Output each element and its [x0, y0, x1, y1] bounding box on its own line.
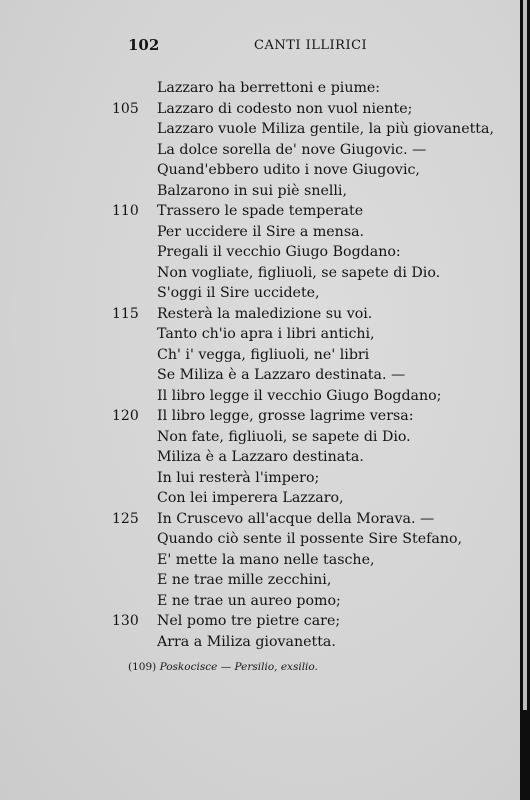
line-text: Per uccidere il Sire a mensa.: [157, 223, 365, 240]
verse-line: [0, 529, 520, 550]
line-text: Pregali il vecchio Giugo Bogdano:: [157, 244, 401, 260]
verse-line: [0, 611, 520, 632]
verse-line: [0, 509, 520, 530]
verse-line: [0, 263, 520, 284]
line-text: Lazzaro vuole Miliza gentile, la più giovanetta,: [157, 121, 494, 137]
line-number: 130: [112, 613, 139, 629]
line-text: Quando ciò sente il possente Sire Stefano,: [157, 531, 463, 547]
footnote: [128, 661, 318, 673]
verse-line: [0, 345, 520, 366]
verse-line: [0, 447, 520, 468]
page-number: 102: [128, 36, 160, 54]
line-number: 120: [112, 408, 139, 424]
verse-line: [0, 304, 520, 325]
line-text: Miliza è a Lazzaro destinata.: [157, 449, 364, 465]
running-head: CANTI ILLIRICI: [254, 38, 368, 53]
verse-line: [0, 78, 520, 99]
line-text: Nel pomo tre pietre care;: [157, 613, 341, 629]
footnote-definition: Persilio, exsilio.: [234, 661, 318, 673]
line-text: Trassero le spade temperate: [157, 203, 364, 219]
verse-line: [0, 632, 520, 653]
line-text: S'oggi il Sire uccidete,: [157, 285, 320, 301]
page-edge-shadow: [520, 0, 530, 800]
page-header: [0, 36, 520, 58]
verse-line: [0, 242, 520, 263]
verse-line: [0, 427, 520, 448]
line-text: Lazzaro di codesto non vuol niente;: [157, 100, 413, 117]
verse-line: [0, 468, 520, 489]
verse-line: [0, 324, 520, 345]
verse-line: [0, 283, 520, 304]
line-text: La dolce sorella de' nove Giugovic. —: [157, 141, 427, 158]
line-text: E ne trae un aureo pomo;: [157, 592, 341, 609]
line-text: Non vogliate, figliuoli, se sapete di Dio.: [157, 264, 441, 281]
line-number: 125: [112, 510, 139, 527]
footnote-dash: —: [220, 661, 232, 673]
verse-block: [0, 78, 520, 652]
line-text: Il libro legge il vecchio Giugo Bogdano;: [157, 387, 442, 404]
verse-line: [0, 119, 520, 140]
verse-line: [0, 488, 520, 509]
footnote-ref: (109): [128, 661, 157, 673]
line-text: Non fate, figliuoli, se sapete di Dio.: [157, 428, 411, 445]
verse-line: [0, 181, 520, 202]
line-text: Lazzaro ha berrettoni e piume:: [157, 80, 381, 96]
line-text: In lui resterà l'impero;: [157, 469, 320, 486]
line-number: 110: [112, 203, 139, 219]
line-text: Arra a Miliza giovanetta.: [157, 633, 336, 650]
line-number: 105: [112, 100, 139, 117]
verse-line: [0, 99, 520, 120]
line-text: In Cruscevo all'acque della Morava. —: [157, 510, 435, 527]
verse-line: [0, 570, 520, 591]
line-text: Con lei imperera Lazzaro,: [157, 490, 344, 506]
line-text: Se Miliza è a Lazzaro destinata. —: [157, 367, 406, 383]
verse-line: [0, 222, 520, 243]
verse-line: [0, 365, 520, 386]
verse-line: [0, 550, 520, 571]
line-number: 115: [112, 305, 139, 322]
verse-line: [0, 386, 520, 407]
line-text: Tanto ch'io apra i libri antichi,: [157, 326, 375, 342]
page-edge-strip: [523, 0, 527, 710]
line-text: Il libro legge, grosse lagrime versa:: [157, 408, 414, 424]
footnote-term: Poskocisce: [159, 661, 218, 673]
verse-line: [0, 406, 520, 427]
line-text: E ne trae mille zecchini,: [157, 572, 332, 588]
line-text: Quand'ebbero udito i nove Giugovic,: [157, 162, 420, 178]
line-text: Resterà la maledizione su voi.: [157, 305, 373, 322]
verse-line: [0, 591, 520, 612]
verse-line: [0, 160, 520, 181]
verse-line: [0, 140, 520, 161]
line-text: Ch' i' vegga, figliuoli, ne' libri: [157, 346, 370, 363]
line-text: Balzarono in sui piè snelli,: [157, 182, 347, 199]
verse-line: [0, 201, 520, 222]
line-text: E' mette la mano nelle tasche,: [157, 551, 375, 568]
